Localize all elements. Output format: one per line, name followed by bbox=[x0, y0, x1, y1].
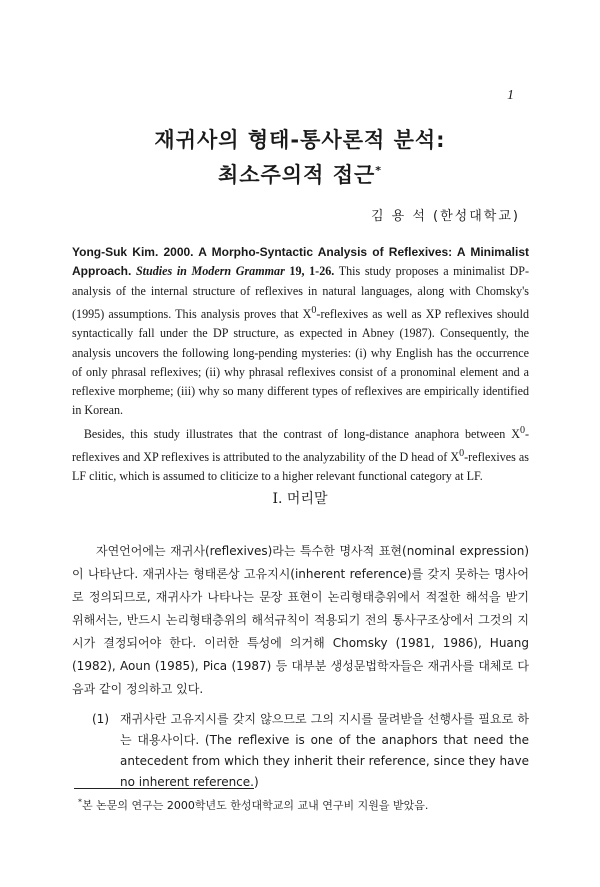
title-footnote-mark: * bbox=[375, 164, 383, 177]
footnote bbox=[78, 797, 428, 813]
abstract-para2-b: -reflexives and XP reflexives is attributed to the analyzability of the D head of X bbox=[72, 426, 530, 465]
journal-name: Studies in Modern Grammar bbox=[135, 264, 285, 279]
paper-title-line2 bbox=[0, 159, 600, 189]
journal-volume: 19, bbox=[289, 264, 305, 279]
superscript-zero: 0 bbox=[519, 424, 525, 436]
example-1 bbox=[92, 709, 529, 793]
footnote-text: 본 논문의 연구는 2000학년도 한성대학교의 교내 연구비 지원을 받았음. bbox=[82, 799, 429, 812]
abstract-para2-c: -reflexives as LF clitic, which is assumed to cliticize to a higher relevant functional category at LF. bbox=[72, 450, 529, 484]
page-number: 1 bbox=[507, 88, 514, 103]
abstract-text-1: This study proposes a minimalist DP-analysis of the internal structure of reflexives in natural languages, along with Chomsky's (1995) assumptions. This analysis proves that X bbox=[72, 264, 529, 321]
journal-pages: 1-26. bbox=[309, 264, 335, 279]
superscript-zero: 0 bbox=[459, 448, 465, 460]
abstract-paragraph-1 bbox=[72, 243, 529, 421]
section-heading: I. 머리말 bbox=[272, 491, 328, 507]
title-text: 최소주의적 접근 bbox=[217, 163, 376, 187]
example-text: 재귀사란 고유지시를 갖지 않으므로 그의 지시를 물려받을 선행사를 필요로 하는 대용사이다. (The reflexive is one of the anaphors that need the antecedent from which they inherit their reference, since they have no inherent reference.) bbox=[120, 712, 529, 789]
abstract-paragraph-2 bbox=[72, 421, 529, 487]
abstract-para2-a: Besides, this study illustrates that the contrast of long-distance anaphora between X bbox=[83, 426, 520, 441]
body-text bbox=[72, 540, 529, 701]
body-paragraph: 자연언어에는 재귀사(reflexives)라는 특수한 명사적 표현(nominal expression)이 나타난다. 재귀사는 형태론상 고유지시(inherent reference)를 갖지 못하는 명사어로 정의되므로, 재귀사가 나타나는 문장 표현이 논리형태층위에서 적절한 해석을 받기 위해서는, 반드시 논리형태층위의 해석규칙이 적용되기 전의 통사구조상에서 그것의 지시가 결정되어야 한다. 이러한 특성에 의거해 Chomsky (1981, 1986), Huang (1982), Aoun (1985), Pica (1987) 등 대부분 생성문법학자들은 재귀사를 대체로 다음과 같이 정의하고 있다. bbox=[72, 544, 529, 696]
abstract bbox=[72, 243, 529, 487]
example-number: (1) bbox=[92, 712, 109, 726]
footnote-divider bbox=[74, 788, 254, 789]
footnote-mark: * bbox=[78, 797, 82, 807]
citation: Yong-Suk Kim. 2000. A Morpho-Syntactic Analysis of Reflexives: A Minimalist Approach. bbox=[72, 245, 529, 279]
abstract-text-2: -reflexives as well as XP reflexives should syntactically fall under the DP structure, as expected in Abney (1987). Consequently, the analysis uncovers the following long-pending mysteries: (i) why English has the occurrence of only phrasal reflexives; (ii) why phrasal reflexives consist of a pronominal element and a reflexive morpheme; (iii) why so many different types of reflexives are empirically identified in Korean. bbox=[72, 306, 529, 418]
author-affiliation: 김 용 석 (한성대학교) bbox=[370, 209, 520, 224]
paper-title-line1: 재귀사의 형태-통사론적 분석: bbox=[154, 128, 446, 152]
superscript-zero: 0 bbox=[311, 304, 317, 316]
